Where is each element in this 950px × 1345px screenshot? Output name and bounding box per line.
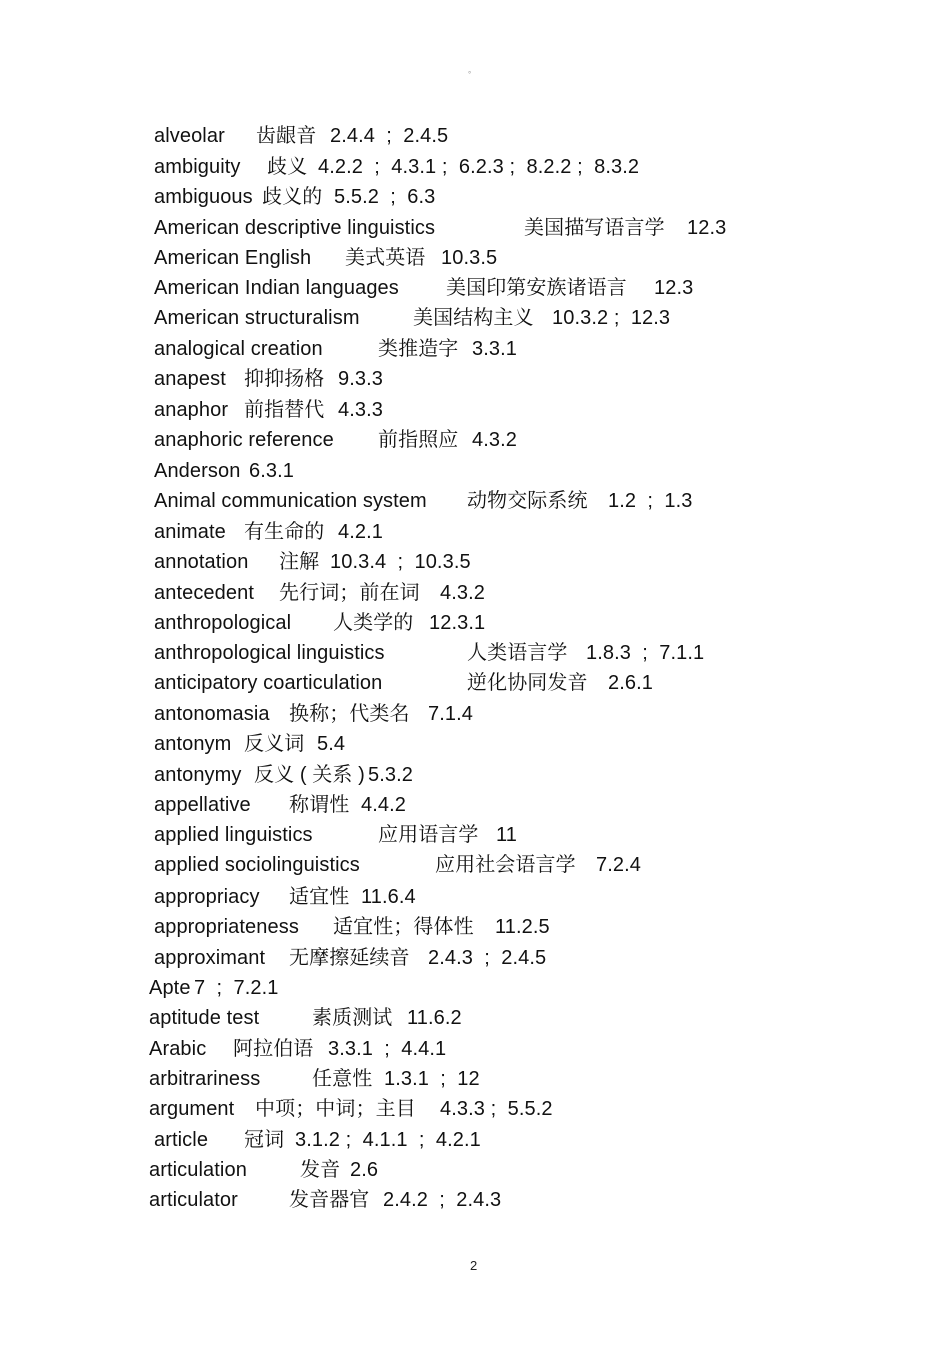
entry-gloss: 齿龈音 [256,125,317,147]
entry-gloss: 任意性 [312,1068,373,1090]
entry-gloss: 前指照应 [378,429,459,451]
entry-gloss: 有生命的 [244,521,325,543]
entry-references: 3.3.1 [472,338,517,360]
entry-term: annotation [154,551,249,573]
entry-term: animate [154,521,226,543]
entry-references: 7 ; 7.2.1 [194,977,279,999]
entry-gloss: 抑抑扬格 [244,368,325,390]
entry-term: anaphor [154,399,229,421]
entry-references: 7.1.4 [428,703,473,725]
entry-term: appropriacy [154,886,260,908]
entry-gloss: 注解 [279,551,320,573]
entry-term: appropriateness [154,916,299,938]
entry-term: antonym [154,733,232,755]
entry-references: 6.3.1 [249,460,294,482]
entry-term: antonymy [154,764,242,786]
entry-references: 2.4.4 ; 2.4.5 [330,125,449,147]
entry-gloss: 无摩擦延续音 [289,947,410,969]
entry-gloss: 应用社会语言学 [435,854,576,876]
entry-references: 12.3 [654,277,694,299]
entry-references: 11.6.4 [361,886,416,908]
entry-gloss: 美国印第安族诸语言 [446,277,627,299]
entry-gloss: 美国描写语言学 [524,217,665,239]
entry-term: applied sociolinguistics [154,854,360,876]
entry-gloss: 歧义的 [262,186,323,208]
page-number: 2 [470,1258,478,1273]
entry-gloss: 美式英语 [345,247,426,269]
entry-term: analogical creation [154,338,323,360]
entry-term: anapest [154,368,226,390]
entry-term: Animal communication system [154,490,427,512]
entry-gloss: 阿拉伯语 [233,1038,314,1060]
entry-gloss: 人类学的 [333,612,414,634]
entry-references: 1.3.1 ; 12 [384,1068,480,1090]
entry-references: 4.3.2 [440,582,485,604]
entry-references: 12.3 [687,217,727,239]
entry-term: Apte [149,977,191,999]
entry-gloss: 发音器官 [289,1189,370,1211]
entry-references: 4.3.3 [338,399,383,421]
entry-term: articulator [149,1189,238,1211]
entry-term: anticipatory coarticulation [154,672,383,694]
entry-references: 4.3.3 ; 5.5.2 [440,1098,553,1120]
entry-gloss: 美国结构主义 [413,307,534,329]
entry-gloss: 类推造字 [378,338,459,360]
entry-term: antecedent [154,582,254,604]
entry-term: ambiguity [154,156,241,178]
entry-term: American English [154,247,312,269]
entry-references: 3.1.2 ; 4.1.1 ; 4.2.1 [295,1129,481,1151]
entry-gloss: 素质测试 [312,1007,393,1029]
entry-gloss: 中项；中词；主目 [255,1098,416,1120]
entry-term: anaphoric reference [154,429,334,451]
entry-gloss: 动物交际系统 [467,490,588,512]
entry-references: 4.3.2 [472,429,517,451]
entry-references: 5.5.2 ; 6.3 [334,186,436,208]
entry-references: 4.2.1 [338,521,383,543]
entry-term: anthropological [154,612,292,634]
entry-gloss: 应用语言学 [378,824,479,846]
entry-references: 5.3.2 [368,764,413,786]
entry-gloss: 歧义 [267,156,308,178]
entry-references: 2.6 [350,1159,379,1181]
entry-references: 7.2.4 [596,854,641,876]
entry-gloss: 称谓性 [289,794,350,816]
entry-gloss: 前指替代 [244,399,325,421]
entry-references: 10.3.4 ; 10.3.5 [330,551,471,573]
entry-term: antonomasia [154,703,270,725]
entry-references: 2.4.3 ; 2.4.5 [428,947,547,969]
entry-references: 2.4.2 ; 2.4.3 [383,1189,502,1211]
entry-gloss: 换称；代类名 [289,703,410,725]
entry-term: ambiguous [154,186,253,208]
entry-term: approximant [154,947,266,969]
entry-references: 10.3.2 ; 12.3 [552,307,671,329]
entry-references: 12.3.1 [429,612,486,634]
entry-references: 9.3.3 [338,368,383,390]
entry-term: arbitrariness [149,1068,261,1090]
entry-gloss: 反义 ( 关系 ) [254,764,365,786]
entry-references: 11.6.2 [407,1007,462,1029]
entry-references: 5.4 [317,733,346,755]
entry-term: article [154,1129,209,1151]
entry-term: Arabic [149,1038,207,1060]
entry-term: articulation [149,1159,247,1181]
entry-term: appellative [154,794,251,816]
entry-term: Anderson [154,460,241,482]
entry-term: American Indian languages [154,277,399,299]
entry-references: 4.2.2 ; 4.3.1 ; 6.2.3 ; 8.2.2 ; 8.3.2 [318,156,640,178]
entry-gloss: 先行词；前在词 [279,582,420,604]
entry-references: 1.8.3 ; 7.1.1 [586,642,705,664]
entry-references: 11 [496,824,517,846]
entry-references: 1.2 ; 1.3 [608,490,693,512]
entry-gloss: 反义词 [244,733,305,755]
entry-term: applied linguistics [154,824,313,846]
entry-term: aptitude test [149,1007,260,1029]
entry-term: American descriptive linguistics [154,217,436,239]
entry-term: alveolar [154,125,225,147]
entry-gloss: 冠词 [244,1129,285,1151]
entry-gloss: 人类语言学 [467,642,568,664]
entry-gloss: 适宜性 [289,886,350,908]
entry-references: 3.3.1 ; 4.4.1 [328,1038,447,1060]
entry-gloss: 适宜性；得体性 [333,916,474,938]
entry-term: argument [149,1098,235,1120]
header-mark: ° [468,70,472,79]
entry-references: 11.2.5 [495,916,550,938]
entry-term: American structuralism [154,307,360,329]
entry-references: 4.4.2 [361,794,406,816]
entry-term: anthropological linguistics [154,642,385,664]
entry-gloss: 逆化协同发音 [467,672,588,694]
entry-gloss: 发音 [300,1159,341,1181]
entry-references: 2.6.1 [608,672,653,694]
entry-references: 10.3.5 [441,247,498,269]
